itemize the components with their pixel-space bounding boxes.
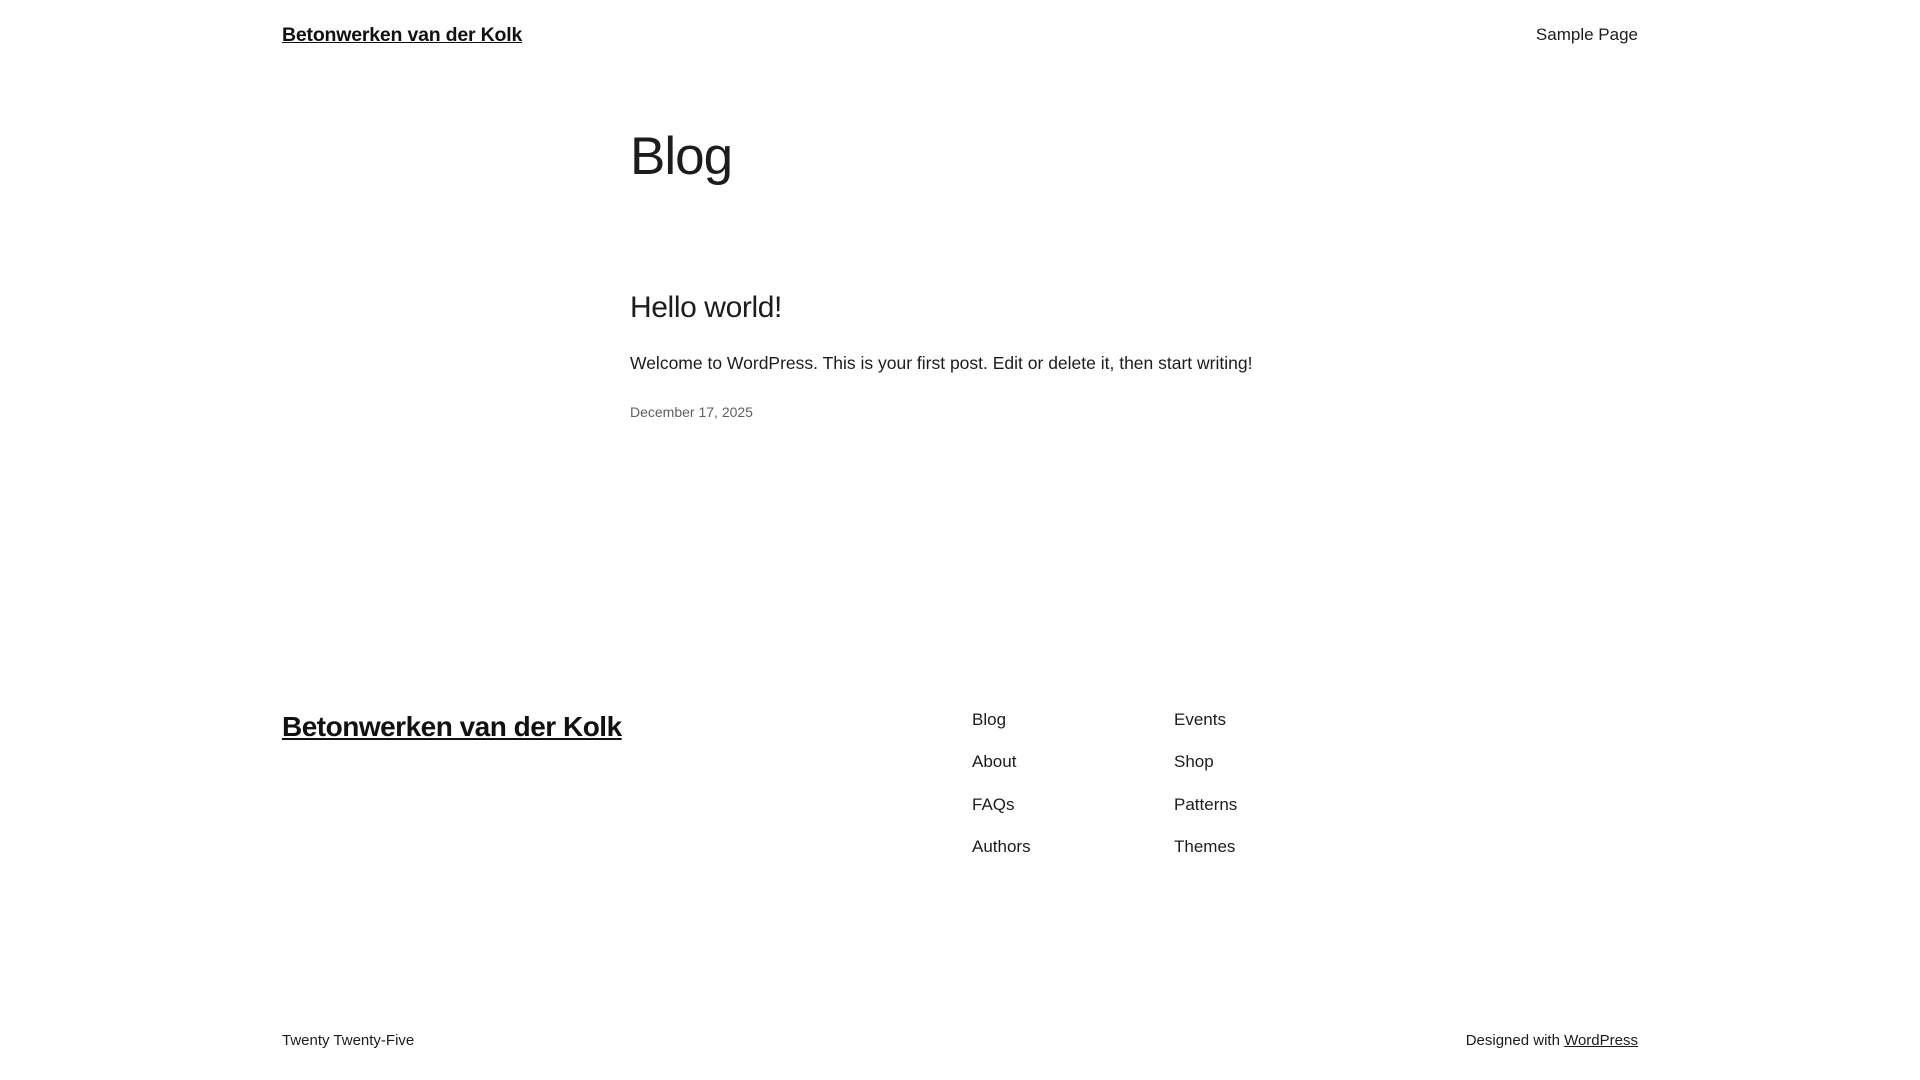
footer-link-themes[interactable]: Themes — [1174, 837, 1236, 857]
footer-site-title[interactable]: Betonwerken van der Kolk — [282, 711, 622, 742]
page-title: Blog — [630, 127, 733, 186]
theme-credit: Twenty Twenty-Five — [282, 1032, 415, 1049]
designed-with-prefix: Designed with — [1465, 1032, 1565, 1049]
footer-column-1 — [972, 710, 1174, 858]
footer-link-events[interactable]: Events — [1174, 710, 1226, 729]
footer-column-2 — [1174, 710, 1376, 858]
post-date: December 17, 2025 — [630, 403, 753, 420]
footer-link-blog[interactable]: Blog — [972, 710, 1007, 729]
footer-link-authors[interactable]: Authors — [972, 837, 1031, 857]
post-title-link[interactable]: Hello world! — [630, 291, 782, 325]
footer-link-faqs[interactable]: FAQs — [972, 794, 1015, 814]
site-footer — [0, 710, 1920, 1049]
post-excerpt: Welcome to WordPress. This is your first post. Edit or delete it, then start writing! — [630, 353, 1253, 374]
post-title — [630, 290, 1630, 326]
footer-bottom — [0, 1032, 1920, 1049]
footer-link-patterns[interactable]: Patterns — [1174, 794, 1238, 814]
site-title[interactable]: Betonwerken van der Kolk — [282, 23, 523, 46]
wordpress-link[interactable]: WordPress — [1564, 1032, 1638, 1049]
footer-link-shop[interactable]: Shop — [1174, 752, 1214, 772]
site-header — [0, 0, 1920, 70]
post-item — [630, 290, 1630, 422]
footer-link-about[interactable]: About — [972, 752, 1017, 772]
primary-navigation — [1536, 25, 1638, 45]
footer-navigation — [972, 710, 1376, 858]
footer-top — [282, 710, 1638, 858]
nav-item-sample-page[interactable]: Sample Page — [1535, 25, 1638, 44]
main-content — [630, 128, 1630, 422]
designed-with — [1466, 1032, 1638, 1049]
